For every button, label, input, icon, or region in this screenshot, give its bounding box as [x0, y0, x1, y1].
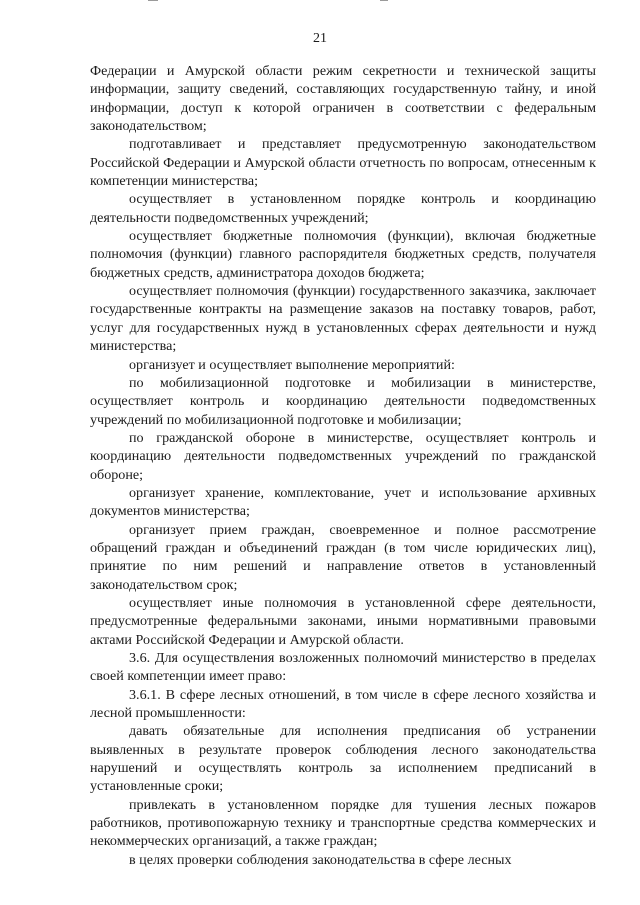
paragraph: осуществляет в установленном порядке контроль и координацию деятельности подведомственных учреждений; [90, 191, 596, 226]
scan-edge-mark [380, 0, 388, 1]
paragraph: осуществляет полномочия (функции) государственного заказчика, заключает государственные контракты на размещение заказов на поставку товаров, работ, услуг для государственных нужд в установленных сферах деятельности и нужд министерства; [90, 283, 596, 355]
scan-edge-mark [148, 0, 158, 1]
paragraph: по мобилизационной подготовке и мобилизации в министерстве, осуществляет контроль и координацию деятельности подведомственных учреждений по мобилизационной подготовке и мобилизации; [90, 374, 596, 428]
paragraph: привлекать в установленном порядке для тушения лесных пожаров работников, противопожарную технику и транспортные средства коммерческих и некоммерческих организаций, а также граждан; [90, 796, 596, 850]
paragraph: организует и осуществляет выполнение мероприятий: [129, 356, 455, 373]
page-number: 21 [313, 31, 327, 46]
paragraph: 3.6.1. В сфере лесных отношений, в том числе в сфере лесного хозяйства и лесной промышленности: [90, 686, 596, 722]
paragraph: в целях проверки соблюдения законодательства в сфере лесных [129, 851, 512, 868]
paragraph: Федерации и Амурской области режим секретности и технической защиты информации, защиту сведений, составляющих государственную тайну, и иной информации, доступ к которой ограничен в соответствии с федеральным законодательством; [90, 63, 596, 135]
paragraph: давать обязательные для исполнения предписания об устранении выявленных в результате проверок соблюдения лесного законодательства нарушений и осуществлять контроль за исполнением предписаний в установленные сроки; [90, 723, 596, 795]
paragraph: организует прием граждан, своевременное и полное рассмотрение обращений граждан и объединений граждан (в том числе юридических лиц), принятие по ним решений и направление ответов в установленный законодательством срок; [90, 521, 596, 593]
paragraph: по гражданской обороне в министерстве, осуществляет контроль и координацию деятельности подведомственных учреждений по гражданской обороне; [90, 429, 596, 483]
paragraph: организует хранение, комплектование, учет и использование архивных документов министерства; [90, 484, 596, 520]
paragraph: подготавливает и представляет предусмотренную законодательством Российской Федерации и Амурской области отчетность по вопросам, отнесенным к компетенции министерства; [90, 136, 596, 190]
paragraph: осуществляет бюджетные полномочия (функции), включая бюджетные полномочия (функции) главного распорядителя бюджетных средств, получателя бюджетных средств, администратора доходов бюджета; [90, 228, 596, 281]
paragraph: 3.6. Для осуществления возложенных полномочий министерство в пределах своей компетенции имеет право: [90, 650, 596, 685]
document-body [90, 62, 596, 869]
paragraph: осуществляет иные полномочия в установленной сфере деятельности, предусмотренные федеральными законами, иными нормативными правовыми актами Российской Федерации и Амурской области. [90, 594, 596, 648]
